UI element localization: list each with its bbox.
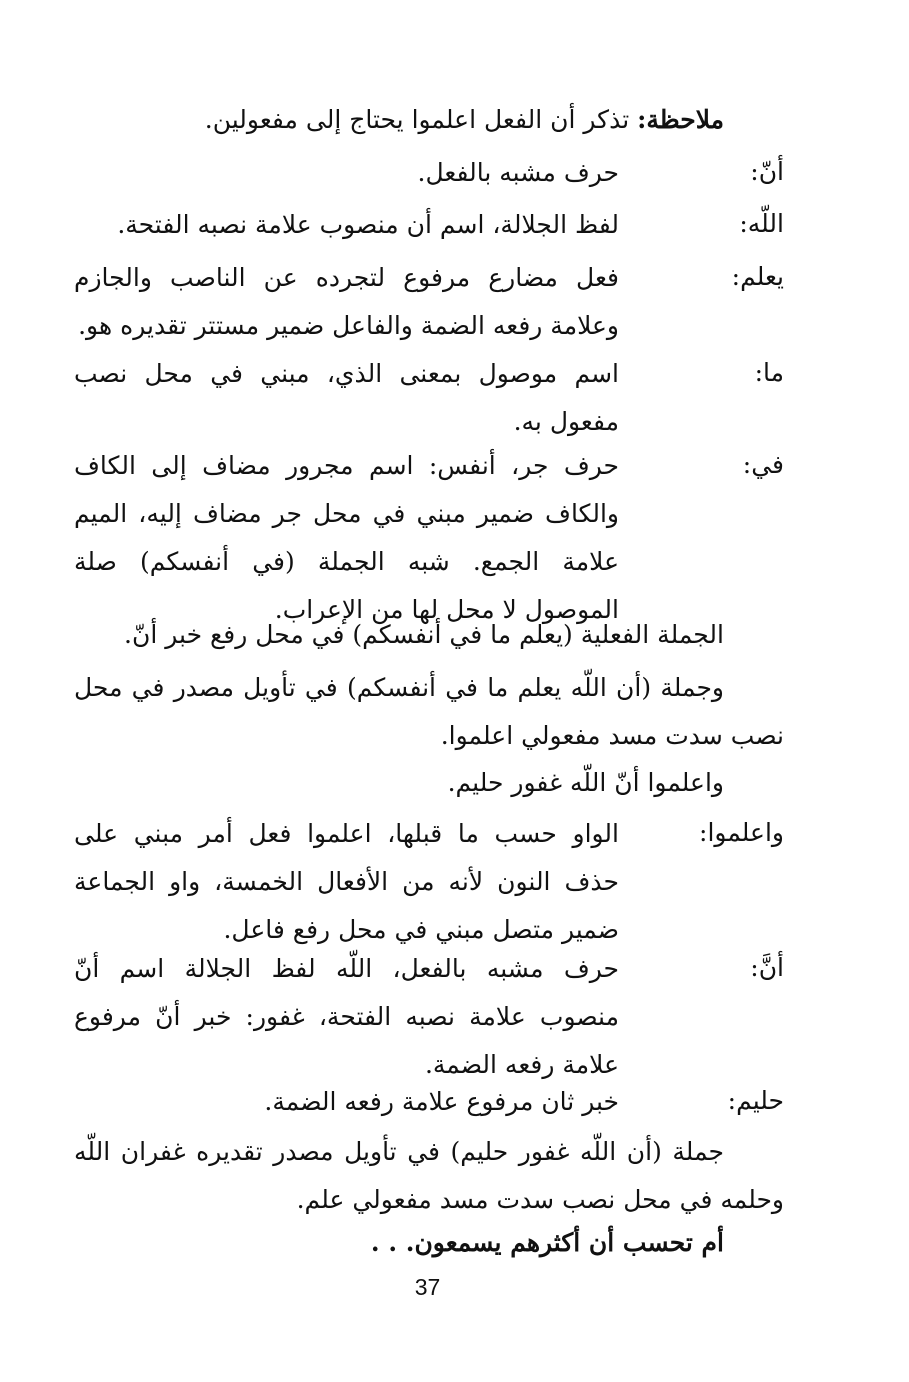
entry-term: أنَّ:: [750, 953, 784, 982]
note-label: ملاحظة:: [637, 105, 724, 134]
note-line: [205, 97, 724, 143]
entry-term: يعلم:: [731, 262, 784, 291]
entry-definition: خبر ثان مرفوع علامة رفعه الضمة.: [264, 1087, 619, 1116]
paragraph-verbal-sentence: الجملة الفعلية (يعلم ما في أنفسكم) في محل رفع خبر أنّ.: [124, 620, 724, 649]
paragraph-infinitive-clause-2: جملة (أن اللّه غفور حليم) في تأويل مصدر تقديره غفران اللّه وحلمه في محل نصب سدت مسد مفعولي علم.: [74, 1137, 784, 1214]
entry-term: واعلموا:: [699, 818, 784, 847]
entry-definition: حرف مشبه بالفعل، اللّه لفظ الجلالة اسم أنّ منصوب علامة نصبه الفتحة، غفور: خبر أنّ مرفوع علامة رفعه الضمة.: [74, 954, 619, 1079]
entry-term: اللّه:: [739, 209, 784, 238]
entry-term: حليم:: [727, 1086, 784, 1115]
closing-verse: أم تحسب أن أكثرهم يسمعون. . .: [370, 1228, 724, 1257]
entry-definition: الواو حسب ما قبلها، اعلموا فعل أمر مبني على حذف النون لأنه من الأفعال الخمسة، واو الجماعة ضمير متصل مبني في محل رفع فاعل.: [74, 819, 619, 944]
entry-term: أنّ:: [750, 157, 784, 186]
entry-definition: حرف مشبه بالفعل.: [417, 158, 619, 187]
entry-definition: فعل مضارع مرفوع لتجرده عن الناصب والجازم وعلامة رفعه الضمة والفاعل ضمير مستتر تقديره هو.: [74, 263, 619, 340]
page-number: 37: [414, 1274, 441, 1300]
entry-term: في:: [742, 450, 784, 479]
verse-line: واعلموا أنّ اللّه غفور حليم.: [447, 768, 724, 797]
entry-definition: لفظ الجلالة، اسم أن منصوب علامة نصبه الفتحة.: [117, 210, 619, 239]
entry-term: ما:: [754, 358, 784, 387]
note-text: تذكر أن الفعل اعلموا يحتاج إلى مفعولين.: [204, 105, 638, 134]
entry-definition: اسم موصول بمعنى الذي، مبني في محل نصب مفعول به.: [74, 359, 619, 436]
paragraph-infinitive-clause: وجملة (أن اللّه يعلم ما في أنفسكم) في تأويل مصدر في محل نصب سدت مسد مفعولي اعلموا.: [74, 673, 784, 750]
entry-definition: حرف جر، أنفس: اسم مجرور مضاف إلى الكاف والكاف ضمير مبني في محل جر مضاف إليه، الميم علامة الجمع. شبه الجملة (في أنفسكم) صلة الموصول لا محل لها من الإعراب.: [74, 451, 619, 624]
